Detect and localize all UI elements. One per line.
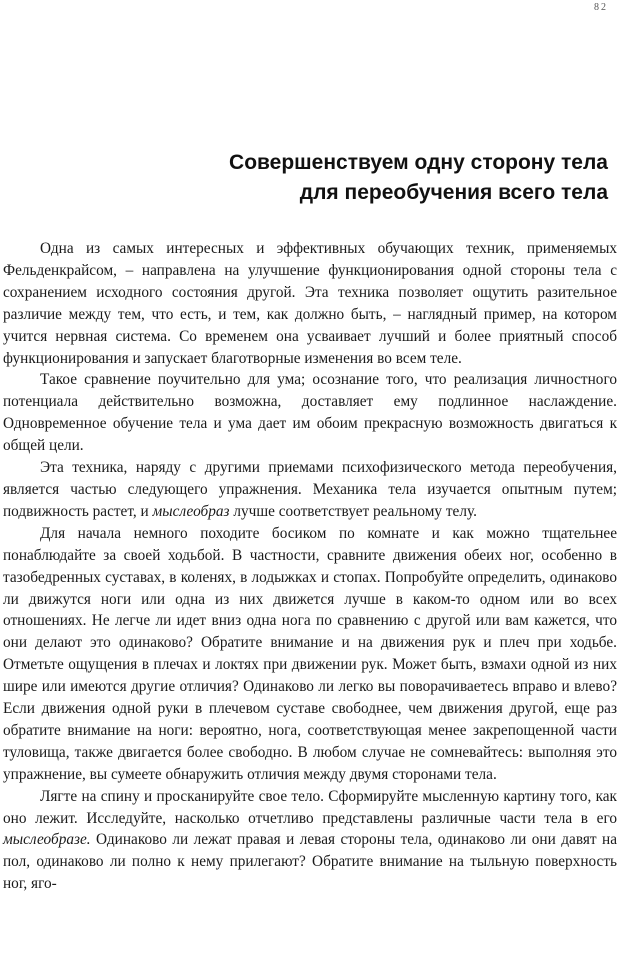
paragraph-5-text-start: Лягте на спину и просканируйте свое тело. Сформируйте мысленную картину того, как оно лежит. Исследуйте, насколько отчетливо представлены различные части тела в его [3,787,617,827]
paragraph-4: Для начала немного походите босиком по комнате и как можно тщательнее понаблюдайте за своей ходьбой. В частности, сравните движения обеих ног, особенно в тазобедренных суставах, в коленях, в лодыжках и стопах. Попробуйте определить, одинаково ли движутся ноги или одна из них движется лучше в каком-то одном или во всех отношениях. Не легче ли идет вниз одна нога по сравнению с другой или вам кажется, что они делают это одинаково? Обратите внимание и на движения рук и плеч при ходьбе. Отметьте ощущения в плечах и локтях при движении рук. Может быть, взмахи одной из них шире или имеются другие отличия? Одинаково ли легко вы поворачиваетесь вправо и влево? Если движения одной руки в плечевом суставе свободнее, чем движения другой, еще раз обратите внимание на ноги: вероятно, нога, соответствующая менее закрепощенной части туловища, также двигается более свободно. В любом случае не сомневайтесь: выполняя это упражнение, вы сумеете обнаружить отличия между двумя сторонами тела. [3,524,617,783]
paragraph-3 [3,457,617,523]
section-heading [48,148,608,208]
body-text [3,238,617,895]
paragraph-3-text-end: лучше соответствует реальному телу. [229,502,477,520]
page-number: 82 [594,2,608,13]
paragraph-3-emphasis: мыслеобраз [152,502,230,520]
paragraph-3-text-start: Эта техника, наряду с другими приемами психофизического метода переобучения, является частью следующего упражнения. Механика тела изучается опытным путем; подвижность растет, и [3,459,617,520]
paragraph-5-emphasis: мыслеобразе. [3,831,91,849]
section-heading-line-1: Совершенствуем одну сторону тела [229,151,608,174]
paragraph-1: Одна из самых интересных и эффективных обучающих техник, применяемых Фельденкрайсом, – направлена на улучшение функционирования одной стороны тела с сохранением исходного состояния другой. Эта техника позволяет ощутить разительное различие между тем, что есть, и тем, как должно быть, – наглядный пример, на котором учится нервная система. Со временем она усваивает лучший и более приятный способ функционирования и запускает благотворные изменения во всем теле. [3,240,617,367]
paragraph-5 [3,786,617,896]
paragraph-5-text-end: Одинаково ли лежат правая и левая стороны тела, одинаково ли они давят на пол, одинаково ли полно к нему прилегают? Обратите внимание на тыльную поверхность ног, яго- [3,831,617,893]
section-heading-line-2: для переобучения всего тела [299,181,608,204]
paragraph-2: Такое сравнение поучительно для ума; осознание того, что реализация личностного потенциала действительно возможна, доставляет ему подлинное наслаждение. Одновременное обучение тела и ума дает им обоим прекрасную возможность двигаться к общей цели. [3,371,617,455]
